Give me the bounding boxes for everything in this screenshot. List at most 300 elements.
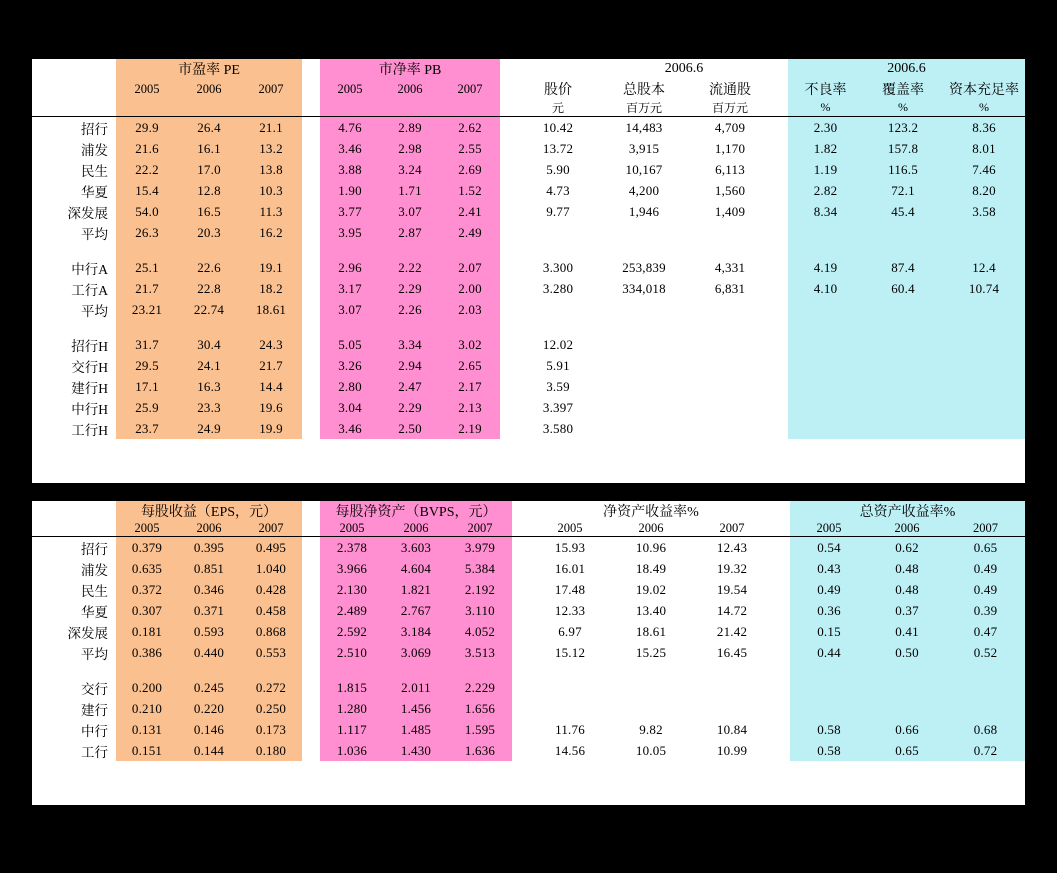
gap-cell [770, 355, 788, 376]
pe-unit-1 [116, 99, 178, 117]
mid-value [690, 376, 770, 397]
gap2-1 [302, 501, 320, 522]
bvps-value: 2.130 [320, 579, 384, 600]
pe-value: 13.2 [240, 138, 302, 159]
eps-year-2005: 2005 [116, 521, 178, 537]
mid-value [690, 334, 770, 355]
pe-value: 25.1 [116, 257, 178, 278]
eps-value: 0.181 [116, 621, 178, 642]
pb-value: 4.76 [320, 117, 380, 139]
bvps-value: 2.510 [320, 642, 384, 663]
pb-value: 2.03 [440, 299, 500, 320]
corner-cell [32, 59, 116, 80]
pe-value: 16.5 [178, 201, 240, 222]
roe-value: 19.02 [610, 579, 692, 600]
mid-value [518, 222, 598, 243]
row-label: 工行 [32, 740, 116, 761]
pb-value: 3.46 [320, 418, 380, 439]
group-header-eps: 每股收益（EPS，元） [116, 501, 302, 522]
pb-value [380, 243, 440, 257]
pe-value: 16.2 [240, 222, 302, 243]
gap-cell [302, 334, 320, 355]
gap-6 [770, 79, 788, 99]
pb-value: 3.26 [320, 355, 380, 376]
table-row [32, 138, 1025, 159]
mid-value: 1,409 [690, 201, 770, 222]
gap-cell [770, 257, 788, 278]
right-value [943, 299, 1025, 320]
eps-year-2007: 2007 [240, 521, 302, 537]
mid-value [690, 243, 770, 257]
right-value [943, 418, 1025, 439]
gap-cell [512, 621, 530, 642]
table-row [32, 642, 1025, 663]
gap-cell [302, 642, 320, 663]
bvps-value: 1.815 [320, 677, 384, 698]
right-value: 1.82 [788, 138, 863, 159]
bvps-value: 2.767 [384, 600, 448, 621]
gap-cell [500, 334, 518, 355]
right-value: 60.4 [863, 278, 943, 299]
table-row [32, 180, 1025, 201]
roa-value: 0.47 [946, 621, 1025, 642]
pe-value: 21.1 [240, 117, 302, 139]
row-label: 平均 [32, 222, 116, 243]
gap-cell [302, 257, 320, 278]
roe-value: 14.56 [530, 740, 610, 761]
right-value [788, 334, 863, 355]
table-row [32, 579, 1025, 600]
gap-cell [302, 418, 320, 439]
mid-value: 5.90 [518, 159, 598, 180]
roe-value: 10.05 [610, 740, 692, 761]
gap-cell [772, 537, 790, 559]
gap2-5 [512, 521, 530, 537]
bvps-value: 2.229 [448, 677, 512, 698]
right-value: 87.4 [863, 257, 943, 278]
row-label: 工行H [32, 418, 116, 439]
gap-1 [302, 59, 320, 80]
table-row [32, 677, 1025, 698]
corner-cell-2 [32, 501, 116, 522]
performance-table [32, 500, 1025, 761]
gap-cell [500, 299, 518, 320]
gap2-3 [772, 501, 790, 522]
gap-cell [302, 201, 320, 222]
eps-value: 0.220 [178, 698, 240, 719]
gap-cell [302, 677, 320, 698]
eps-value: 0.245 [178, 677, 240, 698]
right-value [788, 299, 863, 320]
right-value: 8.34 [788, 201, 863, 222]
right-value: 4.10 [788, 278, 863, 299]
spacer-row [32, 243, 1025, 257]
mid-value: 4,331 [690, 257, 770, 278]
pb-value: 2.62 [440, 117, 500, 139]
row-label [32, 663, 116, 677]
table-row [32, 698, 1025, 719]
row-label [32, 243, 116, 257]
spacer-row [32, 320, 1025, 334]
pb-value: 3.77 [320, 201, 380, 222]
gap2-2 [512, 501, 530, 522]
table-row [32, 418, 1025, 439]
gap-cell [772, 740, 790, 761]
gap-cell [302, 558, 320, 579]
group-header-row [32, 59, 1025, 80]
gap-2 [500, 59, 518, 80]
bvps-value: 1.430 [384, 740, 448, 761]
mid-value: 6,113 [690, 159, 770, 180]
pb-value: 2.29 [380, 278, 440, 299]
gap-cell [302, 663, 320, 677]
row-label: 招行H [32, 334, 116, 355]
bvps-year-2007: 2007 [448, 521, 512, 537]
bvps-year-2005: 2005 [320, 521, 384, 537]
gap-cell [512, 642, 530, 663]
roe-value: 16.01 [530, 558, 610, 579]
gap-cell [302, 719, 320, 740]
bvps-value: 1.485 [384, 719, 448, 740]
mid-value: 253,839 [598, 257, 690, 278]
roa-value: 0.58 [790, 740, 868, 761]
roe-value: 12.33 [530, 600, 610, 621]
eps-value: 0.553 [240, 642, 302, 663]
gap-cell [770, 320, 788, 334]
table-row [32, 299, 1025, 320]
gap-cell [500, 355, 518, 376]
right-value [943, 334, 1025, 355]
unit-npl: % [788, 99, 863, 117]
roa-year-2006: 2006 [868, 521, 946, 537]
roa-value: 0.15 [790, 621, 868, 642]
pb-value: 2.07 [440, 257, 500, 278]
mid-value: 5.91 [518, 355, 598, 376]
roe-value [530, 663, 610, 677]
subheader-float-shares: 流通股 [690, 79, 770, 99]
pe-value: 19.6 [240, 397, 302, 418]
mid-value [598, 299, 690, 320]
eps-value: 0.851 [178, 558, 240, 579]
valuation-table [32, 58, 1025, 439]
pe-value: 26.4 [178, 117, 240, 139]
right-value: 4.19 [788, 257, 863, 278]
eps-value: 0.440 [178, 642, 240, 663]
gap-cell [770, 376, 788, 397]
gap-cell [500, 376, 518, 397]
bvps-value: 2.592 [320, 621, 384, 642]
pe-value: 22.2 [116, 159, 178, 180]
right-value: 72.1 [863, 180, 943, 201]
gap-cell [770, 180, 788, 201]
roe-value [692, 677, 772, 698]
pb-value: 2.96 [320, 257, 380, 278]
pe-value: 26.3 [116, 222, 178, 243]
right-value [788, 222, 863, 243]
right-value: 2.82 [788, 180, 863, 201]
right-value [863, 222, 943, 243]
right-value [788, 243, 863, 257]
roa-value: 0.49 [790, 579, 868, 600]
right-value: 10.74 [943, 278, 1025, 299]
eps-value: 0.146 [178, 719, 240, 740]
pb-value: 2.29 [380, 397, 440, 418]
mid-value: 3.397 [518, 397, 598, 418]
bvps-value: 1.821 [384, 579, 448, 600]
pb-value: 3.07 [380, 201, 440, 222]
eps-value: 0.379 [116, 537, 178, 559]
gap-cell [302, 138, 320, 159]
right-value: 116.5 [863, 159, 943, 180]
mid-value: 9.77 [518, 201, 598, 222]
pb-value [320, 320, 380, 334]
gap-cell [770, 222, 788, 243]
gap-cell [512, 698, 530, 719]
right-value [863, 376, 943, 397]
pb-value [320, 243, 380, 257]
unit-coverage: % [863, 99, 943, 117]
gap-cell [302, 299, 320, 320]
group-header-bvps: 每股净资产（BVPS，元） [320, 501, 512, 522]
eps-value: 0.210 [116, 698, 178, 719]
eps-value: 0.200 [116, 677, 178, 698]
mid-value [598, 397, 690, 418]
right-value: 8.36 [943, 117, 1025, 139]
pe-value: 24.9 [178, 418, 240, 439]
gap-cell [302, 243, 320, 257]
table-row [32, 600, 1025, 621]
eps-value: 0.495 [240, 537, 302, 559]
roe-value [692, 698, 772, 719]
roe-value: 13.40 [610, 600, 692, 621]
pb-year-2006: 2006 [380, 79, 440, 99]
row-label: 招行 [32, 537, 116, 559]
eps-value: 0.272 [240, 677, 302, 698]
gap-7 [302, 99, 320, 117]
gap-cell [500, 243, 518, 257]
mid-value [690, 222, 770, 243]
bvps-value: 5.384 [448, 558, 512, 579]
mid-value: 13.72 [518, 138, 598, 159]
bvps-value: 1.280 [320, 698, 384, 719]
pe-value: 29.9 [116, 117, 178, 139]
bvps-value [320, 663, 384, 677]
mid-value [598, 355, 690, 376]
roe-value [692, 663, 772, 677]
mid-value: 12.02 [518, 334, 598, 355]
pe-value: 23.21 [116, 299, 178, 320]
pe-value: 31.7 [116, 334, 178, 355]
eps-value: 0.386 [116, 642, 178, 663]
roa-value: 0.48 [868, 558, 946, 579]
subheader-car: 资本充足率 [943, 79, 1025, 99]
eps-value: 0.180 [240, 740, 302, 761]
mid-value [598, 222, 690, 243]
group-header-right-date: 2006.6 [788, 59, 1025, 80]
table-row [32, 719, 1025, 740]
row-label: 中行 [32, 719, 116, 740]
table-row [32, 558, 1025, 579]
roe-value [610, 698, 692, 719]
gap-cell [770, 159, 788, 180]
subheader-row [32, 79, 1025, 99]
roa-value: 0.43 [790, 558, 868, 579]
pe-year-2006: 2006 [178, 79, 240, 99]
eps-value: 0.346 [178, 579, 240, 600]
roe-value: 12.43 [692, 537, 772, 559]
roa-value: 0.49 [946, 558, 1025, 579]
mid-value [690, 320, 770, 334]
pb-value: 2.47 [380, 376, 440, 397]
pb-value: 2.13 [440, 397, 500, 418]
mid-value [598, 376, 690, 397]
table-row [32, 334, 1025, 355]
row-label: 建行 [32, 698, 116, 719]
gap-cell [302, 397, 320, 418]
right-value [863, 397, 943, 418]
right-value [863, 418, 943, 439]
row-label: 华夏 [32, 600, 116, 621]
eps-value: 1.040 [240, 558, 302, 579]
bvps-value: 4.604 [384, 558, 448, 579]
row-label: 平均 [32, 299, 116, 320]
gap-cell [500, 222, 518, 243]
group-header-roa: 总资产收益率% [790, 501, 1025, 522]
roa-value [868, 677, 946, 698]
gap-4 [302, 79, 320, 99]
pb-value: 5.05 [320, 334, 380, 355]
pb-value: 3.17 [320, 278, 380, 299]
right-value: 8.01 [943, 138, 1025, 159]
row-label: 平均 [32, 642, 116, 663]
pb-value: 2.49 [440, 222, 500, 243]
pe-value: 10.3 [240, 180, 302, 201]
gap-cell [512, 719, 530, 740]
gap-cell [500, 418, 518, 439]
bvps-value: 1.636 [448, 740, 512, 761]
gap-cell [500, 320, 518, 334]
spacer-row [32, 663, 1025, 677]
roe-value: 14.72 [692, 600, 772, 621]
row-label: 建行H [32, 376, 116, 397]
bvps-value: 3.979 [448, 537, 512, 559]
unit-total-shares: 百万元 [598, 99, 690, 117]
group-header-roe: 净资产收益率% [530, 501, 772, 522]
pe-value: 30.4 [178, 334, 240, 355]
pe-value: 19.1 [240, 257, 302, 278]
roe-value: 11.76 [530, 719, 610, 740]
roe-value: 15.12 [530, 642, 610, 663]
gap-cell [772, 642, 790, 663]
performance-table-body [32, 537, 1025, 762]
right-value [863, 320, 943, 334]
mid-value [518, 320, 598, 334]
eps-value [178, 663, 240, 677]
mid-value: 1,946 [598, 201, 690, 222]
bvps-value: 3.966 [320, 558, 384, 579]
roe-value: 21.42 [692, 621, 772, 642]
mid-value: 3.59 [518, 376, 598, 397]
gap-cell [302, 180, 320, 201]
subheader-coverage-ratio: 覆盖率 [863, 79, 943, 99]
bvps-value: 3.069 [384, 642, 448, 663]
group-header-pb: 市净率 PB [320, 59, 500, 80]
pe-year-2007: 2007 [240, 79, 302, 99]
mid-value: 4.73 [518, 180, 598, 201]
right-value [943, 222, 1025, 243]
roe-value: 17.48 [530, 579, 610, 600]
pe-value: 16.3 [178, 376, 240, 397]
mid-value [518, 299, 598, 320]
roe-value: 10.84 [692, 719, 772, 740]
row-label: 民生 [32, 159, 116, 180]
pb-value: 3.04 [320, 397, 380, 418]
roe-value [530, 698, 610, 719]
pe-value: 54.0 [116, 201, 178, 222]
unit-float-shares: 百万元 [690, 99, 770, 117]
mid-value [598, 320, 690, 334]
table-row [32, 621, 1025, 642]
gap-cell [500, 138, 518, 159]
roe-value: 19.32 [692, 558, 772, 579]
pe-value [116, 320, 178, 334]
mid-value: 10.42 [518, 117, 598, 139]
gap-cell [302, 222, 320, 243]
pb-unit-3 [440, 99, 500, 117]
row-label: 浦发 [32, 138, 116, 159]
right-value [788, 376, 863, 397]
pb-value [440, 320, 500, 334]
roe-value: 19.54 [692, 579, 772, 600]
gap-cell [500, 201, 518, 222]
unit-row [32, 99, 1025, 117]
gap-cell [770, 397, 788, 418]
gap-cell [512, 677, 530, 698]
right-value [863, 334, 943, 355]
pe-value: 16.1 [178, 138, 240, 159]
right-value [943, 397, 1025, 418]
eps-value: 0.593 [178, 621, 240, 642]
pb-value: 2.19 [440, 418, 500, 439]
pe-value [178, 320, 240, 334]
pb-value [380, 320, 440, 334]
roe-value [530, 677, 610, 698]
right-value [943, 376, 1025, 397]
pe-value: 17.0 [178, 159, 240, 180]
roa-value: 0.52 [946, 642, 1025, 663]
gap-cell [772, 600, 790, 621]
pb-value: 2.00 [440, 278, 500, 299]
gap2-4 [302, 521, 320, 537]
bvps-value: 1.456 [384, 698, 448, 719]
roe-value: 10.99 [692, 740, 772, 761]
pe-value: 24.1 [178, 355, 240, 376]
pe-value: 23.7 [116, 418, 178, 439]
gap-cell [500, 257, 518, 278]
mid-value: 1,170 [690, 138, 770, 159]
roa-value: 0.54 [790, 537, 868, 559]
gap-cell [500, 180, 518, 201]
gap-cell [302, 320, 320, 334]
bvps-value: 2.378 [320, 537, 384, 559]
table-row [32, 537, 1025, 559]
pb-value: 2.17 [440, 376, 500, 397]
pe-value: 17.1 [116, 376, 178, 397]
pb-value: 1.52 [440, 180, 500, 201]
mid-value: 4,709 [690, 117, 770, 139]
gap-cell [512, 558, 530, 579]
right-value [863, 243, 943, 257]
